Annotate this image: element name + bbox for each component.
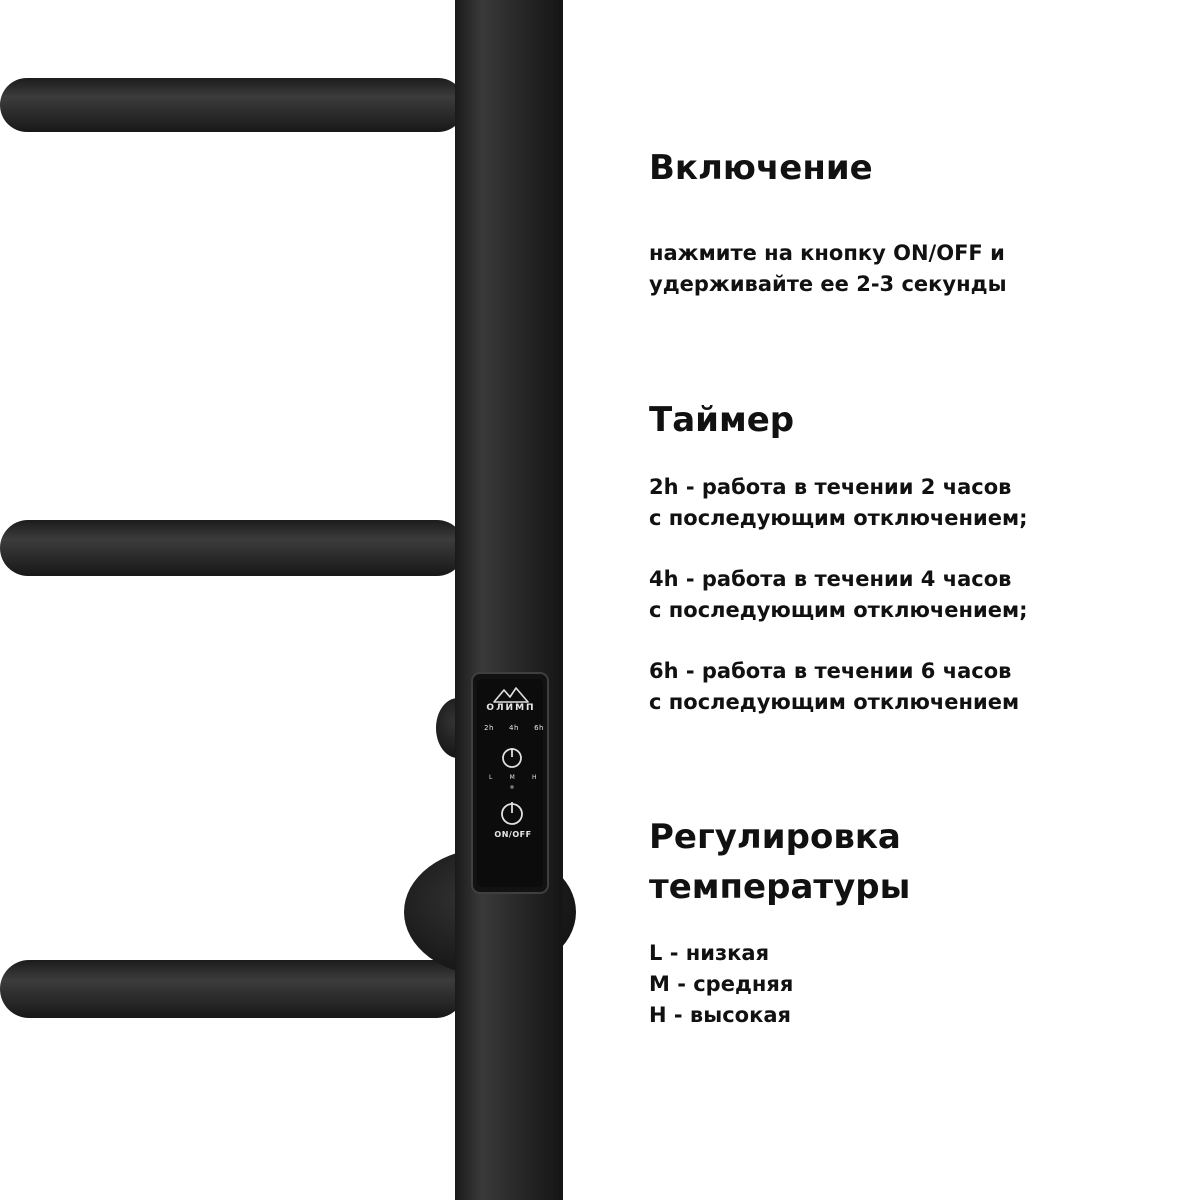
timer-item-4h-line-2: с последующим отключением; bbox=[649, 598, 1028, 622]
temperature-level-medium: M - средняя bbox=[649, 972, 794, 996]
temperature-title-line-1: Регулировка bbox=[649, 817, 901, 857]
timer-item-2h-line-1: 2h - работа в течении 2 часов bbox=[649, 475, 1012, 499]
temperature-options bbox=[489, 774, 537, 781]
power-on-description bbox=[649, 238, 1007, 300]
timer-item-6h bbox=[649, 656, 1019, 718]
timer-item-6h-line-1: 6h - работа в течении 6 часов bbox=[649, 659, 1012, 683]
timer-option-2h[interactable]: 2h bbox=[484, 724, 494, 732]
timer-item-4h-line-1: 4h - работа в течении 4 часов bbox=[649, 567, 1012, 591]
brand-label: ОЛИМП bbox=[486, 703, 536, 713]
power-on-title: Включение bbox=[649, 148, 873, 188]
power-on-line-1: нажмите на кнопку ON/OFF и bbox=[649, 241, 1005, 265]
temp-option-m[interactable]: M bbox=[509, 774, 516, 781]
temperature-level-high: H - высокая bbox=[649, 1003, 791, 1027]
power-button-label[interactable]: ON/OFF bbox=[494, 830, 532, 839]
temperature-levels bbox=[649, 938, 793, 1031]
timer-item-2h-line-2: с последующим отключением; bbox=[649, 506, 1028, 530]
power-on-line-2: удерживайте ее 2-3 секунды bbox=[649, 272, 1007, 296]
timer-item-6h-line-2: с последующим отключением bbox=[649, 690, 1020, 714]
timer-options bbox=[484, 724, 544, 732]
rail-bar-top bbox=[0, 78, 465, 132]
temperature-title-line-2: температуры bbox=[649, 867, 911, 907]
temp-option-h[interactable]: H bbox=[531, 774, 537, 781]
rail-bar-middle bbox=[0, 520, 465, 576]
timer-item-4h bbox=[649, 564, 1028, 626]
timer-title: Таймер bbox=[649, 400, 795, 440]
temperature-level-low: L - низкая bbox=[649, 941, 770, 965]
temp-option-l[interactable]: L bbox=[489, 774, 493, 781]
timer-item-2h bbox=[649, 472, 1028, 534]
timer-option-4h[interactable]: 4h bbox=[509, 724, 519, 732]
rail-vertical-pipe bbox=[455, 0, 563, 1200]
temperature-title bbox=[649, 812, 910, 912]
timer-option-6h[interactable]: 6h bbox=[534, 724, 544, 732]
rail-bar-bottom bbox=[0, 960, 465, 1018]
